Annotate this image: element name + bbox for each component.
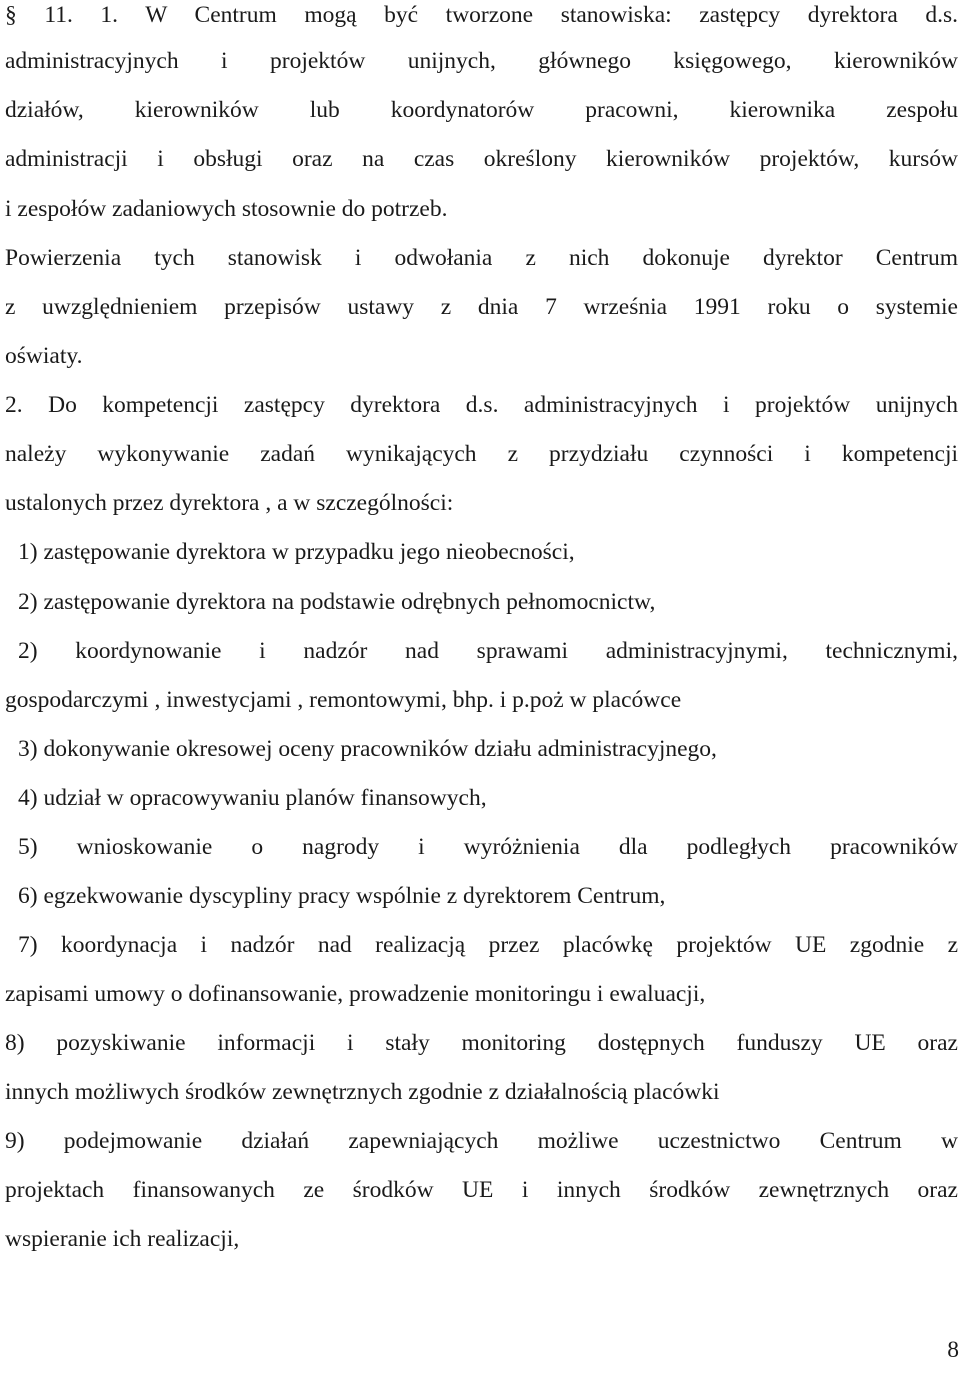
text-line: zapisami umowy o dofinansowanie, prowadzenie monitoringu i ewaluacji, [5,981,706,1007]
list-item: 2) zastępowanie dyrektora na podstawie odrębnych pełnomocnictw, [18,589,656,615]
list-item: 2) koordynowanie i nadzór nad sprawami administracyjnymi, technicznymi, [18,638,958,664]
list-item: 5) wnioskowanie o nagrody i wyróżnienia dla podległych pracowników [18,834,958,860]
text-line: działów, kierowników lub koordynatorów pracowni, kierownika zespołu [5,97,958,123]
text-line: ustalonych przez dyrektora , a w szczególności: [5,490,454,516]
list-item: 1) zastępowanie dyrektora w przypadku jego nieobecności, [18,539,575,565]
text-line: 2. Do kompetencji zastępcy dyrektora d.s. administracyjnych i projektów unijnych [5,392,958,418]
text-line: należy wykonywanie zadań wynikających z przydziału czynności i kompetencji [5,441,958,467]
list-item: 7) koordynacja i nadzór nad realizacją przez placówkę projektów UE zgodnie z [18,932,958,958]
text-line: § 11. 1. W Centrum mogą być tworzone stanowiska: zastępcy dyrektora d.s. [5,2,958,28]
text-line: administracyjnych i projektów unijnych, głównego księgowego, kierowników [5,48,958,74]
text-line: oświaty. [5,343,83,369]
list-item: 3) dokonywanie okresowej oceny pracowników działu administracyjnego, [18,736,717,762]
text-line: projektach finansowanych ze środków UE i innych środków zewnętrznych oraz [5,1177,958,1203]
text-line: z uwzględnieniem przepisów ustawy z dnia 7 września 1991 roku o systemie [5,294,958,320]
list-item: 4) udział w opracowywaniu planów finansowych, [18,785,487,811]
text-line: gospodarczymi , inwestycjami , remontowymi, bhp. i p.poż w placówce [5,687,682,713]
text-line: innych możliwych środków zewnętrznych zgodnie z działalnością placówki [5,1079,720,1105]
text-line: administracji i obsługi oraz na czas określony kierowników projektów, kursów [5,146,958,172]
text-line: Powierzenia tych stanowisk i odwołania z nich dokonuje dyrektor Centrum [5,245,958,271]
text-line: i zespołów zadaniowych stosownie do potrzeb. [5,196,448,222]
page-number: 8 [947,1337,959,1363]
list-item: 6) egzekwowanie dyscypliny pracy wspólnie z dyrektorem Centrum, [18,883,666,909]
list-item: 9) podejmowanie działań zapewniających możliwe uczestnictwo Centrum w [5,1128,958,1154]
list-item: 8) pozyskiwanie informacji i stały monitoring dostępnych funduszy UE oraz [5,1030,958,1056]
text-line: wspieranie ich realizacji, [5,1226,240,1252]
